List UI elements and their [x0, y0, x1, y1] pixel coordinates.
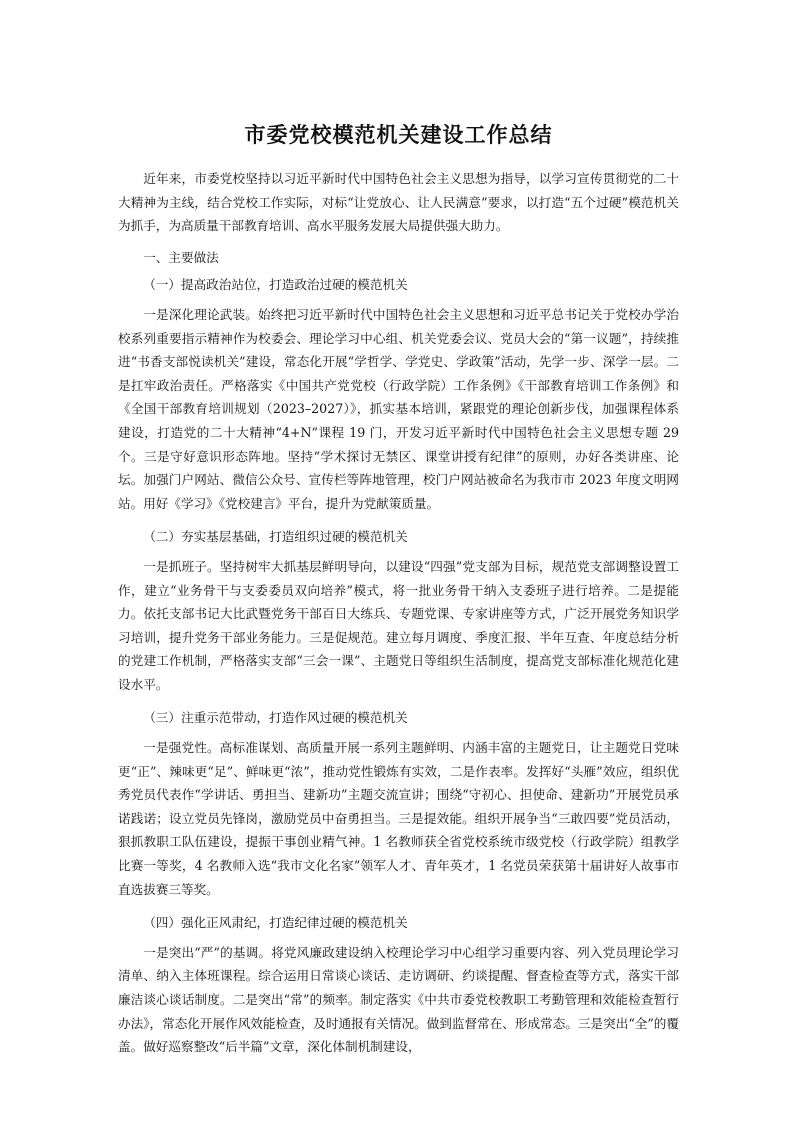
- subsection-heading-1: （一）提高政治站位，打造政治过硬的模范机关: [143, 277, 408, 293]
- subsection-heading-2: （二）夯实基层基础，打造组织过硬的模范机关: [143, 529, 408, 545]
- section-heading-1: 一、主要做法: [143, 249, 219, 265]
- body-paragraph-2: 一是抓班子。坚持树牢大抓基层鲜明导向，以建设“四强”党支部为目标，规范党支部调整设置工作，建立“业务骨干与支委委员双向培养”模式，将一批业务骨干纳入支委班子进行培养。二是提能力。依托支部书记大比武暨党务干部百日大练兵、专题党课、专家讲座等方式，广泛开展党务知识学习培训，提升党务干部业务能力。三是促规范。建立每月调度、季度汇报、半年互查、年度总结分析的党建工作机制，严格落实支部“三会一课”、主题党日等组织生活制度，提高党支部标准化规范化建设水平。: [118, 558, 679, 692]
- subsection-heading-3: （三）注重示范带动，打造作风过硬的模范机关: [143, 710, 408, 726]
- body-paragraph-4: 一是突出“严”的基调。将党风廉政建设纳入校理论学习中心组学习重要内容、列入党员理论学习清单、纳入主体班课程。综合运用日常谈心谈话、走访调研、约谈提醒、督查检查等方式，落实干部廉洁谈心谈话制度。二是突出“常”的频率。制定落实《中共市委党校教职工考勤管理和效能检查暂行办法》，常态化开展作风效能检查，及时通报有关情况。做到监督常在、形成常态。三是突出“全”的覆盖。做好巡察整改“后半篇”文章，深化体制机制建设，: [118, 944, 679, 1055]
- subsection-heading-4: （四）强化正风肃纪，打造纪律过硬的模范机关: [143, 915, 408, 931]
- document-title: 市委党校模范机关建设工作总结: [244, 123, 553, 147]
- intro-paragraph: 近年来，市委党校坚持以习近平新时代中国特色社会主义思想为指导，以学习宣传贯彻党的二十大精神为主线，结合党校工作实际，对标“让党放心、让人民满意”要求，以打造“五个过硬”模范机关为抓手，为高质量干部教育培训、高水平服务发展大局提供强大助力。: [118, 171, 679, 234]
- body-paragraph-1: 一是深化理论武装。始终把习近平新时代中国特色社会主义思想和习近平总书记关于党校办学治校系列重要指示精神作为校委会、理论学习中心组、机关党委会议、党员大会的“第一议题”，持续推进“书香支部悦读机关”建设，常态化开展“学哲学、学党史、学政策”活动，先学一步、深学一层。二是扛牢政治责任。严格落实《中国共产党党校（行政学院）工作条例》《干部教育培训工作条例》和《全国干部教育培训规划（2023–2027）》，抓实基本培训，紧跟党的理论创新步伐，加强课程体系建设，打造党的二十大精神“4+N”课程 19 门，开发习近平新时代中国特色社会主义思想专题 29 个。三是守好意识形态阵地。坚持“学术探讨无禁区、课堂讲授有纪律”的原则，办好各类讲座、论坛。加强门户网站、微信公众号、宣传栏等阵地管理，校门户网站被命名为我市市 2023 年度文明网站。用好《学习》《党校建言》平台，提升为党献策质量。: [118, 306, 679, 511]
- body-paragraph-3: 一是强党性。高标准谋划、高质量开展一系列主题鲜明、内涵丰富的主题党日，让主题党日党味更“正”、辣味更“足”、鲜味更“浓”，推动党性锻炼有实效，二是作表率。发挥好“头雁”效应，组织优秀党员代表作“学讲话、勇担当、建新功”主题交流宣讲；围绕“守初心、担使命、建新功”开展党员承诺践诺；设立党员先锋岗，激励党员中奋勇担当。三是提效能。组织开展争当“三敢四要”党员活动，狠抓教职工队伍建设，提振干事创业精气神。1 名教师获全省党校系统市级党校（行政学院）组教学比赛一等奖，4 名教师入选“我市文化名家”领军人才、青年英才，1 名党员荣获第十届讲好人故事市直选拔赛三等奖。: [118, 740, 679, 897]
